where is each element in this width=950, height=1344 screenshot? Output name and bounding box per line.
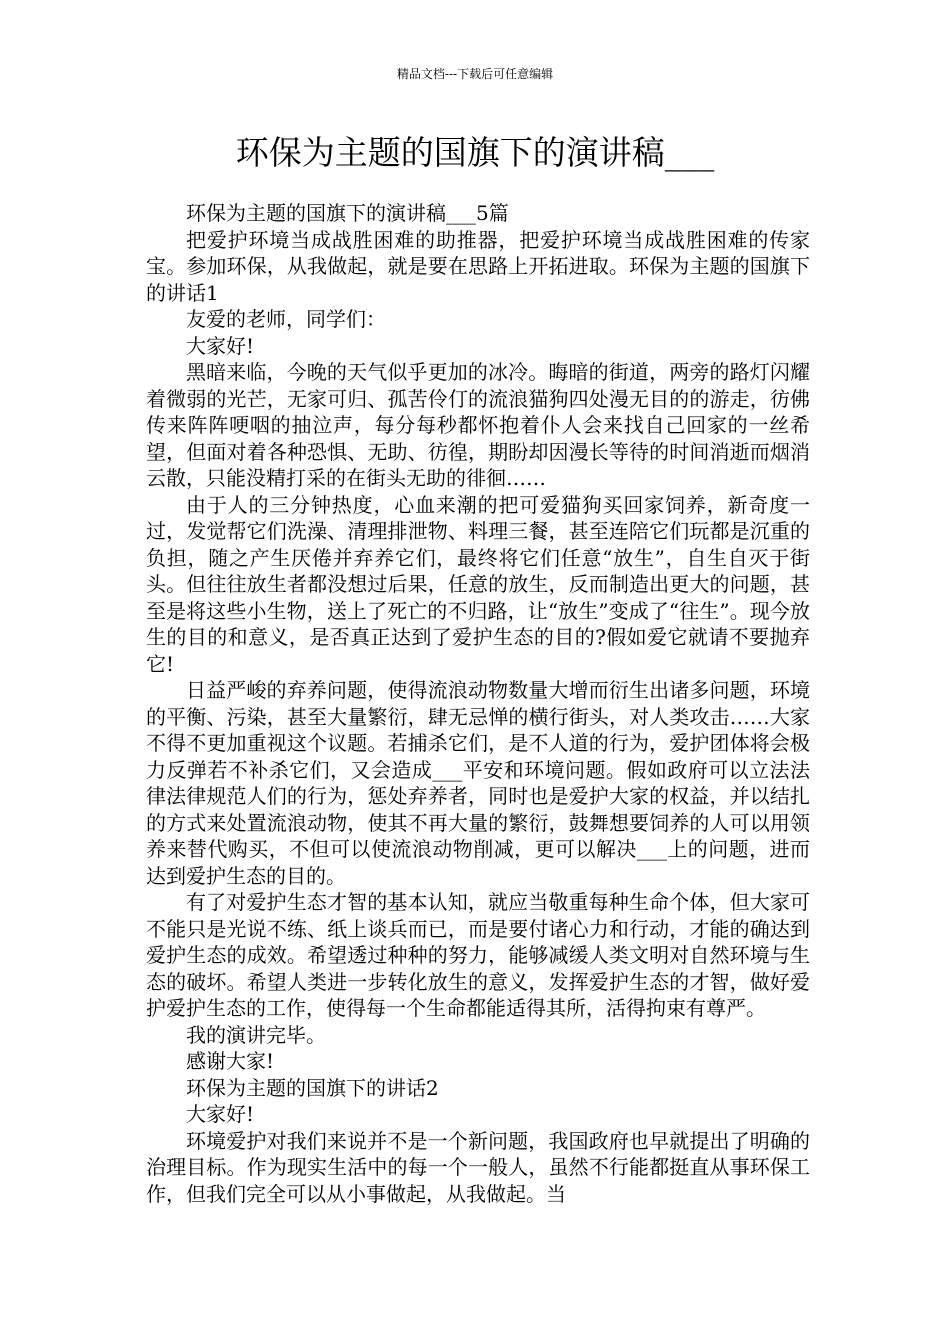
document-body	[146, 200, 810, 1207]
paragraph-subtitle: 环保为主题的国旗下的演讲稿___5篇	[186, 201, 509, 225]
paragraph-salutation: 友爱的老师，同学们：	[186, 307, 386, 331]
paragraph-thanks: 感谢大家!	[186, 1049, 275, 1073]
paragraph-body-4: 有了对爱护生态才智的基本认知，就应当敬重每种生命个体，但大家可不能只是光说不练、纸上谈兵而已，而是要付诸心力和行动，才能的确达到爱护生态的成效。希望透过种种的努力，能够减缓人类文明对自然环境与生态的破坏。希望人类进一步转化放生的意义，发挥爱护生态的才智，做好爱护爱护生态的工作，使得每一个生命都能适得其所，活得拘束有尊严。	[146, 890, 810, 1020]
paragraph-greeting-2: 大家好!	[186, 1102, 255, 1126]
paragraph-closing: 我的演讲完毕。	[186, 1022, 326, 1047]
paragraph-greeting: 大家好!	[186, 333, 255, 358]
document-title: 环保为主题的国旗下的演讲稿___	[235, 133, 715, 172]
paragraph-body-2: 由于人的三分钟热度，心血来潮的把可爱猫狗买回家饲养，新奇度一过，发觉帮它们洗澡、清理排泄物、料理三餐，甚至连陪它们玩都是沉重的负担，随之产生厌倦并弃养它们，最终将它们任意“放生”，自生自灭于街头。但往往放生者都没想过后果，任意的放生，反而制造出更大的问题，甚至是将这些小生物，送上了死亡的不归路，让“放生”变成了“往生”。现今放生的目的和意义，是否真正达到了爱护生态的目的?假如爱它就请不要抛弃它!	[146, 492, 810, 676]
header-note: 精品文档---下载后可任意编辑	[396, 67, 554, 81]
paragraph-section-heading: 环保为主题的国旗下的讲话2	[186, 1075, 439, 1100]
paragraph-body-5: 环境爱护对我们来说并不是一个新问题，我国政府也早就提出了明确的治理目标。作为现实生活中的每一个一般人，虽然不行能都挺直从事环保工作，但我们完全可以从小事做起，从我做起。当	[146, 1128, 810, 1206]
paragraph-body-3: 日益严峻的弃养问题，使得流浪动物数量大增而衍生出诸多问题，环境的平衡、污染，甚至大量繁衍，肆无忌惮的横行街头，对人类攻击……大家不得不更加重视这个议题。若捕杀它们，是不人道的行为，爱护团体将会极力反弹若不补杀它们，又会造成___平安和环境问题。假如政府可以立法法律法律规范人们的行为，惩处弃养者，同时也是爱护大家的权益，并以结扎的方式来处置流浪动物，使其不再大量的繁衍，鼓舞想要饲养的人可以用领养来替代购买，不但可以使流浪动物削减，更可以解决___上的问题，进而达到爱护生态的目的。	[146, 678, 810, 888]
paragraph-body-1: 黑暗来临，今晚的天气似乎更加的冰冷。晦暗的街道，两旁的路灯闪耀着微弱的光芒，无家可归、孤苦伶仃的流浪猫狗四处漫无目的的游走，彷佛传来阵阵哽咽的抽泣声，每分每秒都怀抱着仆人会来找自己回家的一丝希望，但面对着各种恐惧、无助、彷徨，期盼却因漫长等待的时间消逝而烟消云散，只能没精打采的在街头无助的徘徊……	[146, 360, 810, 490]
paragraph-intro: 把爱护环境当成战胜困难的助推器，把爱护环境当成战胜困难的传家宝。参加环保，从我做起，就是要在思路上开拓进取。环保为主题的国旗下的讲话1	[146, 227, 810, 305]
